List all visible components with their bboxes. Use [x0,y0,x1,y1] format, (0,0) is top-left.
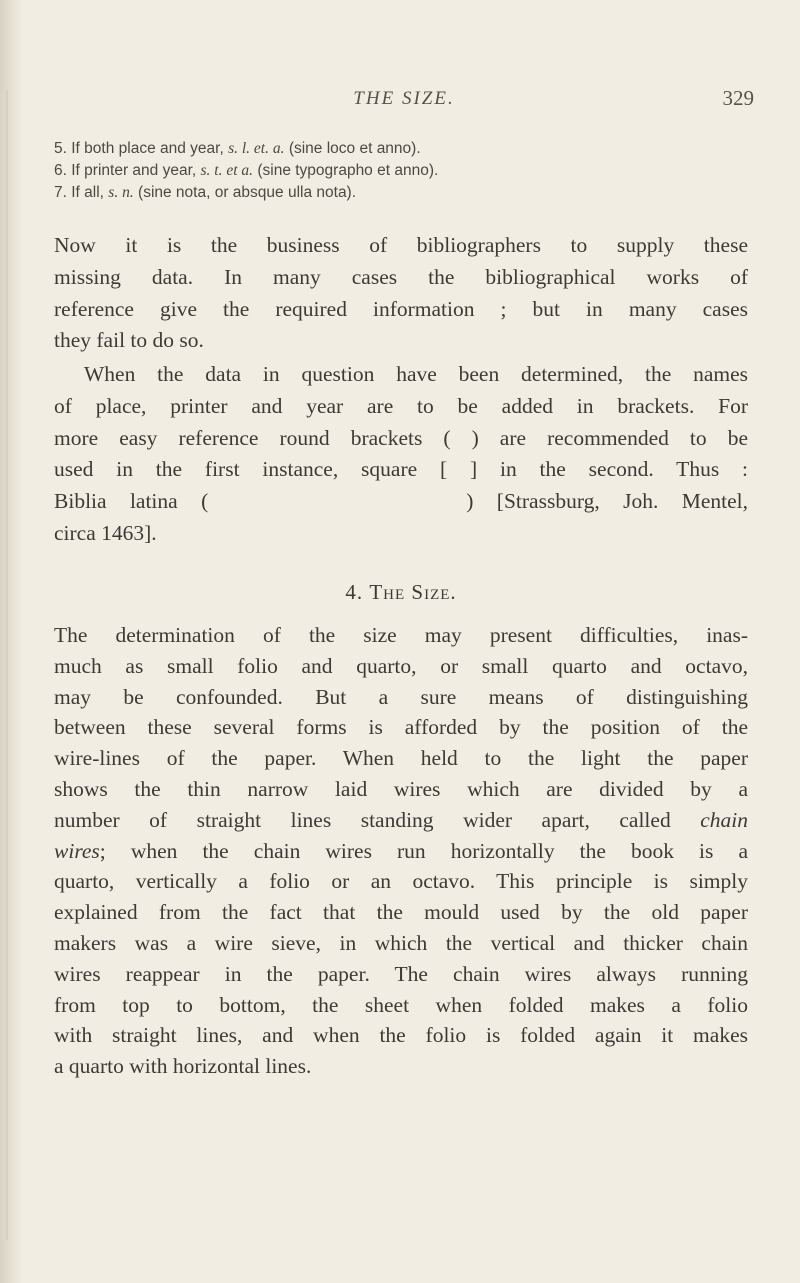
text-line-biblia [54,486,748,518]
text-line: with straight lines, and when the folio is folded again it makes [54,1023,748,1048]
note-abbreviation: s. n. [108,184,134,201]
note-text: If printer and year, [71,162,197,179]
text-line: Now it is the business of bibliographers to supply these [54,233,748,257]
biblia-imprint: ) [Strassburg, Joh. Mentel, [466,489,749,514]
text-line: makers was a wire sieve, in which the vertical and thicker chain [54,930,748,955]
binding-gutter [0,0,22,1283]
note-number: 6. [54,162,67,179]
note-text: If all, [71,184,104,201]
note-item [54,138,754,160]
text-line-wires [54,836,748,867]
note-text: If both place and year, [71,140,224,157]
text-line: a quarto with horizontal lines. [54,1054,312,1079]
note-number: 5. [54,140,67,157]
text-line: used in the first instance, square [ ] in the second. Thus : [54,457,748,482]
note-item [54,182,754,204]
note-item [54,160,754,182]
text-line: quarto, vertically a folio or an octavo. This principle is simply [54,869,748,894]
paragraph-brackets [54,359,748,550]
text-fragment: number of straight lines standing wider apart, called [54,807,671,832]
note-gloss: (sine typographo et anno). [257,162,439,179]
text-line: wires reappear in the paper. The chain wires always running [54,961,748,986]
paragraph-size [54,620,748,1082]
running-head [54,88,754,128]
text-line: wire-lines of the paper. When held to the light the paper [54,746,748,771]
text-line: may be confounded. But a sure means of distinguishing [54,684,748,709]
text-line: The determination of the size may present difficulties, inas- [54,623,748,647]
text-line: more easy reference round brackets ( ) are recommended to be [54,425,748,450]
note-gloss: (sine loco et anno). [288,140,421,157]
page-number: 329 [722,86,754,110]
text-fragment: ; when the chain wires run horizontally the book is a [99,838,748,863]
text-line: explained from the fact that the mould used by the old paper [54,900,748,925]
notes-list [54,138,754,204]
text-line: they fail to do so. [54,328,204,353]
gutter-shadow [6,90,8,1240]
text-line: When the data in question have been determined, the names [84,362,748,386]
biblia-title: Biblia latina ( [54,489,209,514]
section-title: The Size. [369,580,457,604]
italic-term: chain [700,807,748,832]
paragraph-bibliographers [54,230,748,357]
text-line: reference give the required information ; but in many cases [54,296,748,321]
text-line: circa 1463]. [54,520,157,545]
note-number: 7. [54,184,67,201]
text-line: much as small folio and quarto, or small quarto and octavo, [54,653,748,678]
text-line: of place, printer and year are to be added in brackets. For [54,393,748,418]
text-line: between these several forms is afforded by the position of the [54,715,748,740]
note-abbreviation: s. t. et a. [200,162,254,179]
text-line: shows the thin narrow laid wires which are divided by a [54,776,748,801]
note-gloss: (sine nota, or absque ulla nota). [138,184,357,201]
italic-term: wires [54,838,100,863]
running-head-title: THE SIZE. [353,88,455,109]
text-line: missing data. In many cases the bibliographical works of [54,264,748,289]
section-heading [54,580,748,605]
text-line-chain [54,805,748,836]
section-number: 4. [345,580,364,604]
note-abbreviation: s. l. et. a. [228,140,285,157]
text-line: from top to bottom, the sheet when folded makes a folio [54,992,748,1017]
